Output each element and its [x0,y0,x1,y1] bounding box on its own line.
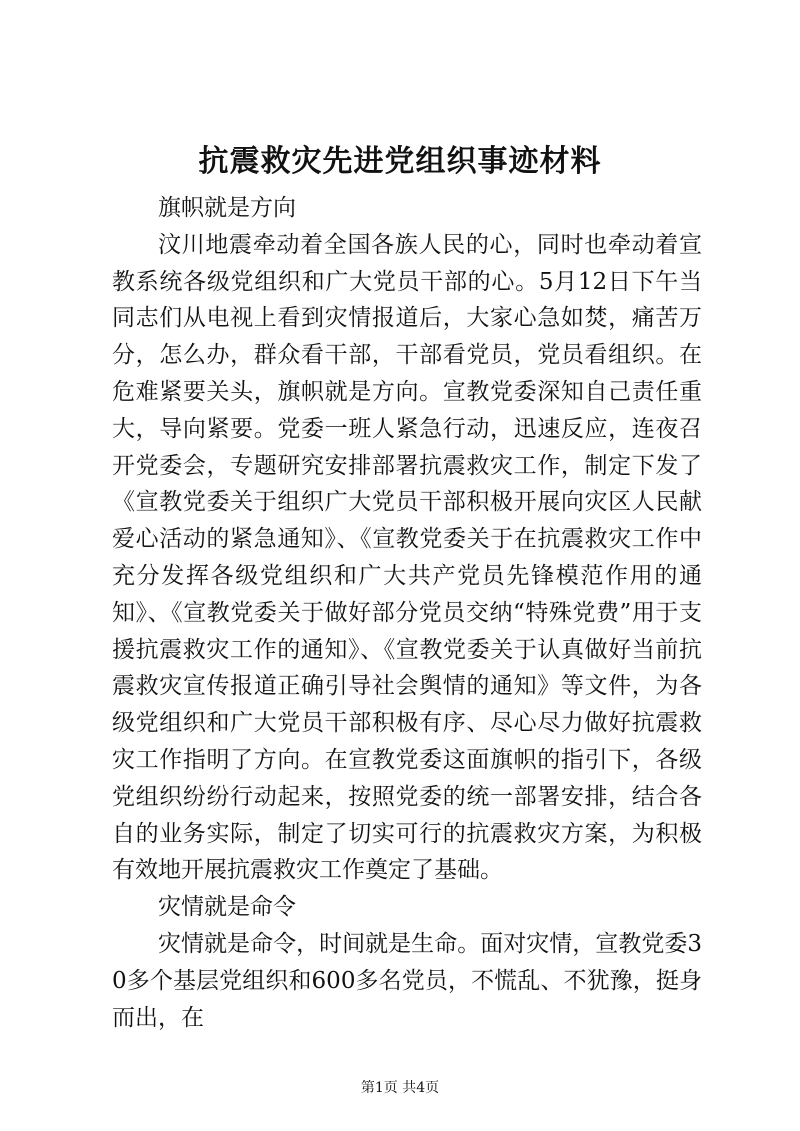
page-footer: 第1页 共4页 [360,1080,440,1096]
section-heading-banner: 旗帜就是方向 [158,195,296,221]
document-body [112,190,702,1036]
section-heading-disaster-order: 灾情就是命令 [158,894,296,921]
paragraph-banner-direction: 汶川地震牵动着全国各族人民的心，同时也牵动着宣教系统各级党组织和广大党员干部的心。5月12日下午当同志们从电视上看到灾情报道后，大家心急如焚，痛苦万分，怎么办，群众看干部，干部看党员，党员看组织。在危难紧要关头，旗帜就是方向。宣教党委深知自己责任重大，导向紧要。党委一班人紧急行动，迅速反应，连夜召开党委会，专题研究安排部署抗震救灾工作，制定下发了《宣教党委关于组织广大党员干部积极开展向灾区人民献爱心活动的紧急通知》、《宣教党委关于在抗震救灾工作中充分发挥各级党组织和广大共产党员先锋模范作用的通知》、《宣教党委关于做好部分党员交纳“特殊党费”用于支援抗震救灾工作的通知》、《宣教党委关于认真做好当前抗震救灾宣传报道正确引导社会舆情的通知》等文件，为各级党组织和广大党员干部积极有序、尽心尽力做好抗震救灾工作指明了方向。在宣教党委这面旗帜的指引下，各级党组织纷纷行动起来，按照党委的统一部署安排，结合各自的业务实际，制定了切实可行的抗震救灾方案，为积极有效地开展抗震救灾工作奠定了基础。 [112,231,702,884]
paragraph-disaster-order: 灾情就是命令，时间就是生命。面对灾情，宣教党委30多个基层党组织和600多名党员，不慌乱、不犹豫，挺身而出，在 [112,930,702,1031]
document-title: 抗震救灾先进党组织事迹材料 [198,144,602,179]
